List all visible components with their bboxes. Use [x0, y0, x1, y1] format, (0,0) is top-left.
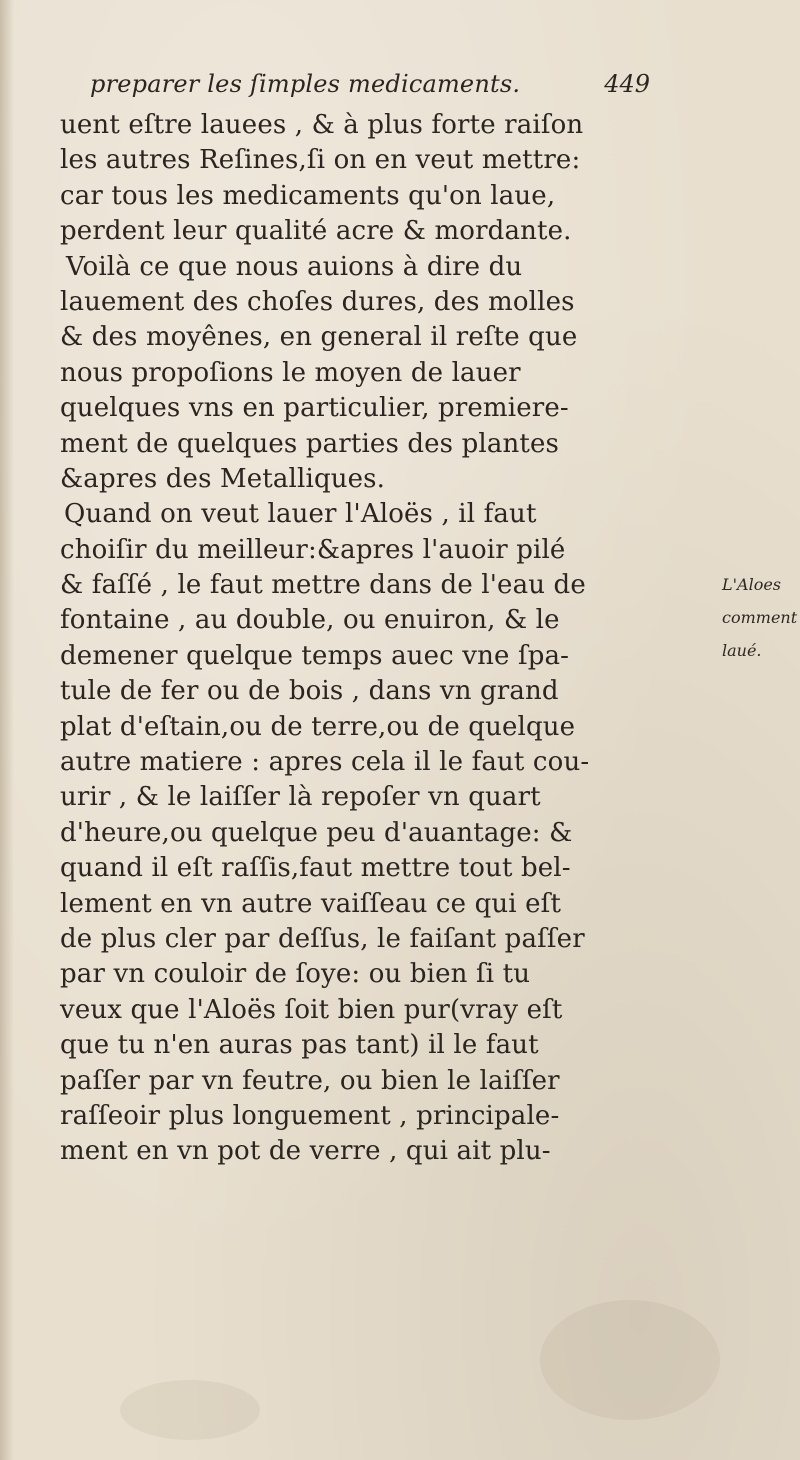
page-gutter-shadow: [0, 0, 14, 1460]
text-line: plat d'eſtain,ou de terre,ou de quelque: [60, 711, 576, 742]
text-line: lement en vn autre vaiſſeau ce qui eſt: [60, 888, 562, 919]
text-line: autre matiere : apres cela il le faut cou-: [60, 747, 590, 778]
text-line: ment en vn pot de verre , qui ait plu-: [60, 1136, 551, 1167]
text-line: quand il eſt raſſis,faut mettre tout bel-: [60, 853, 571, 884]
text-line: quelques vns en particulier, premiere-: [60, 393, 569, 424]
margin-note-line: L'Aloes: [722, 575, 782, 594]
text-line: urir , & le laiſſer là repoſer vn quart: [60, 782, 541, 813]
text-line: & faſſé , le faut mettre dans de l'eau de: [60, 570, 586, 601]
text-line: choiſir du meilleur:&apres l'auoir pilé: [60, 534, 566, 565]
text-line: que tu n'en auras pas tant) il le faut: [60, 1030, 539, 1061]
paper-stain: [540, 1300, 720, 1420]
text-line: nous propoſions le moyen de lauer: [60, 357, 521, 388]
text-line: les autres Reſines,ſi on en veut mettre:: [60, 145, 581, 176]
body-text: [60, 108, 720, 1170]
text-line: d'heure,ou quelque peu d'auantage: &: [60, 817, 573, 848]
text-line: uent eſtre lauees , & à plus forte raiſon: [60, 110, 584, 140]
text-line: par vn couloir de ſoye: ou bien ſi tu: [60, 959, 531, 990]
text-line: & des moyênes, en general il reſte que: [60, 322, 578, 353]
running-head: [90, 70, 650, 104]
text-line: ment de quelques parties des plantes: [60, 428, 560, 459]
text-line: lauement des choſes dures, des molles: [60, 286, 575, 317]
text-line: Quand on veut lauer l'Aloës , il faut: [64, 499, 537, 530]
text-line: Voilà ce que nous auions à dire du: [66, 251, 523, 282]
text-line: perdent leur qualité acre & mordante.: [60, 216, 572, 247]
text-line: demener quelque temps auec vne ſpa-: [60, 640, 570, 671]
text-line: raſſeoir plus longuement , principale-: [60, 1100, 560, 1131]
margin-note: [722, 568, 800, 667]
paper-stain: [120, 1380, 260, 1440]
running-title: preparer les ſimples medicaments.: [90, 70, 521, 98]
text-line: fontaine , au double, ou enuiron, & le: [60, 605, 560, 636]
text-line: de plus cler par deſſus, le faiſant paſſer: [60, 923, 585, 954]
margin-note-line: laué.: [722, 641, 762, 660]
margin-note-line: comment: [722, 608, 798, 627]
text-line: &apres des Metalliques.: [60, 463, 386, 494]
page-number: 449: [604, 70, 650, 98]
text-line: paſſer par vn feutre, ou bien le laiſſer: [60, 1065, 560, 1096]
text-line: car tous les medicaments qu'on laue,: [60, 180, 556, 211]
text-line: veux que l'Aloës ſoit bien pur(vray eſt: [60, 994, 563, 1025]
text-line: tule de fer ou de bois , dans vn grand: [60, 676, 559, 707]
